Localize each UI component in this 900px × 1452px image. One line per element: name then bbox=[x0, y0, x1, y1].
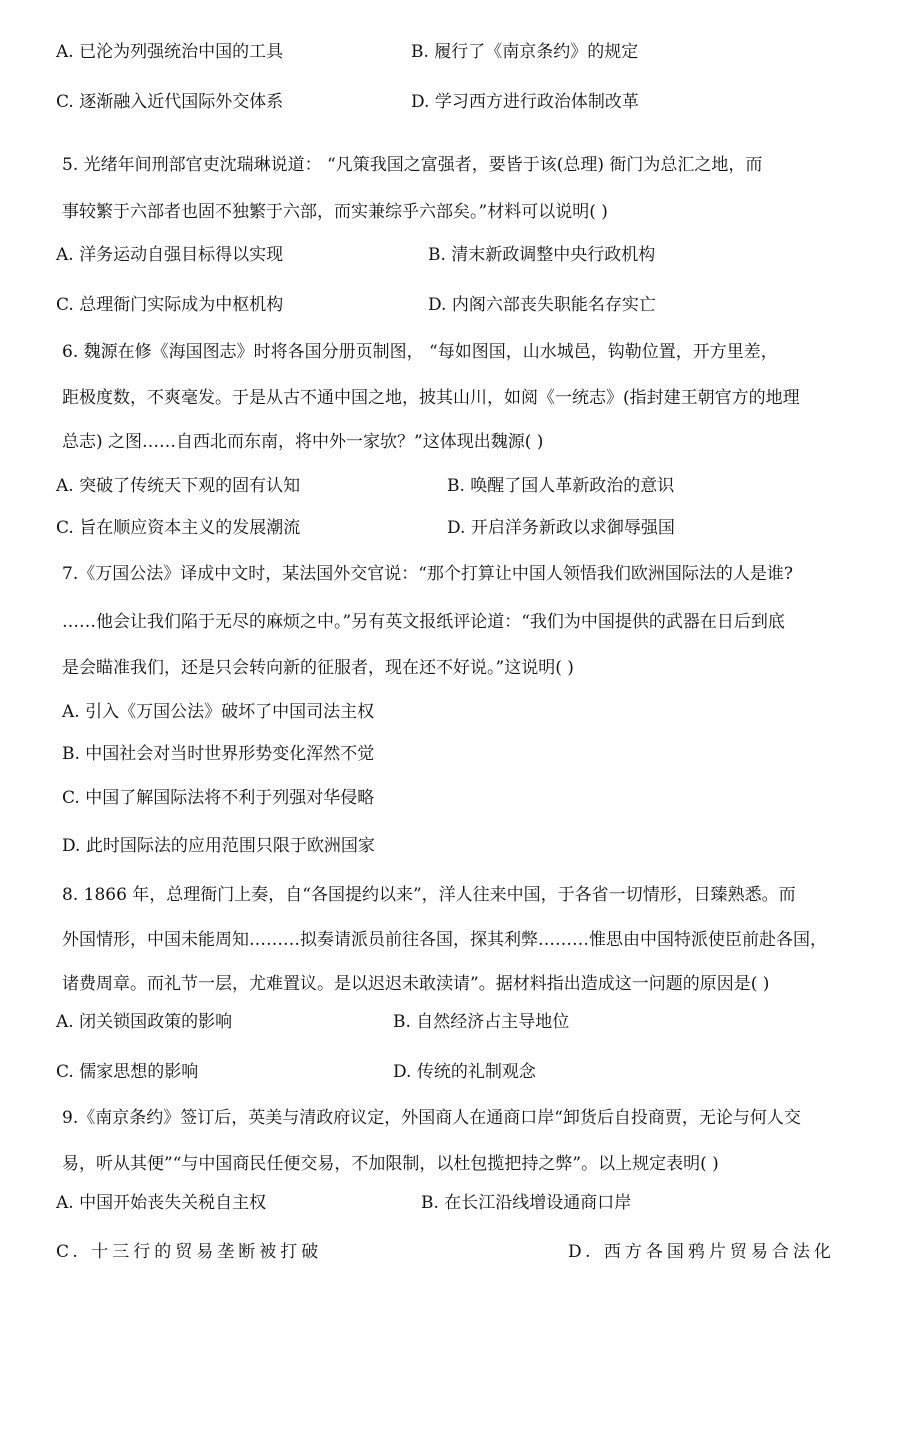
q4-option-c: C. 逐渐融入近代国际外交体系 bbox=[56, 92, 284, 112]
q5-option-b: B. 清末新政调整中央行政机构 bbox=[428, 245, 656, 265]
q5-option-a: A. 洋务运动自强目标得以实现 bbox=[56, 245, 284, 265]
q7-option-a: A. 引入《万国公法》破坏了中国司法主权 bbox=[62, 702, 375, 722]
q8-option-a: A. 闭关锁国政策的影响 bbox=[56, 1012, 233, 1032]
q6-option-d: D. 开启洋务新政以求御辱强国 bbox=[447, 518, 675, 538]
q9-stem-line-2: 易，听从其便”“与中国商民任便交易，不加限制，以杜包揽把持之弊”。以上规定表明( ) bbox=[62, 1154, 719, 1174]
q6-stem-line-1: 6. 魏源在修《海国图志》时将各国分册页制图， “每如图国，山水城邑，钩勒位置，开方里差， bbox=[62, 342, 778, 362]
q7-option-d: D. 此时国际法的应用范围只限于欧洲国家 bbox=[62, 836, 375, 856]
q7-stem-line-2: ……他会让我们陷于无尽的麻烦之中。”另有英文报纸评论道：“我们为中国提供的武器在日后到底 bbox=[62, 612, 785, 632]
q9-option-b: B. 在长江沿线增设通商口岸 bbox=[421, 1193, 632, 1213]
q5-stem-line-1: 5. 光绪年间刑部官吏沈瑞琳说道： “凡策我国之富强者，要皆于该(总理) 衙门为总汇之地，而 bbox=[62, 155, 763, 175]
q5-stem-line-2: 事较繁于六部者也固不独繁于六部，而实兼综乎六部矣。”材料可以说明( ) bbox=[62, 202, 608, 222]
q9-option-c: C. 十三行的贸易垄断被打破 bbox=[56, 1242, 323, 1262]
q8-stem-line-2: 外国情形，中国未能周知………拟奏请派员前往各国，探其利弊………惟思由中国特派使臣前赴各国， bbox=[62, 930, 827, 950]
q8-stem-line-3: 诸费周章。而礼节一层，尤难置议。是以迟迟未敢渎请”。据材料指出造成这一问题的原因是( ) bbox=[62, 974, 770, 994]
q4-option-a: A. 已沦为列强统治中国的工具 bbox=[56, 42, 284, 62]
q5-option-c: C. 总理衙门实际成为中枢机构 bbox=[56, 295, 284, 315]
q9-stem-line-1: 9.《南京条约》签订后，英美与清政府议定，外国商人在通商口岸“卸货后自投商贾，无论与何人交 bbox=[62, 1108, 801, 1128]
q8-option-d: D. 传统的礼制观念 bbox=[393, 1062, 536, 1082]
q7-stem-line-3: 是会瞄准我们，还是只会转向新的征服者，现在还不好说。”这说明( ) bbox=[62, 658, 574, 678]
q4-option-d: D. 学习西方进行政治体制改革 bbox=[411, 92, 639, 112]
q4-option-b: B. 履行了《南京条约》的规定 bbox=[411, 42, 639, 62]
q8-option-b: B. 自然经济占主导地位 bbox=[393, 1012, 570, 1032]
q7-stem-line-1: 7.《万国公法》译成中文时，某法国外交官说：“那个打算让中国人领悟我们欧洲国际法的人是谁? bbox=[62, 564, 794, 584]
q6-option-c: C. 旨在顺应资本主义的发展潮流 bbox=[56, 518, 301, 538]
q5-option-d: D. 内阁六部丧失职能名存实亡 bbox=[428, 295, 656, 315]
q9-option-a: A. 中国开始丧失关税自主权 bbox=[56, 1193, 267, 1213]
q7-option-b: B. 中国社会对当时世界形势变化浑然不觉 bbox=[62, 744, 375, 764]
q6-stem-line-3: 总志) 之图……自西北而东南，将中外一家欤？”这体现出魏源( ) bbox=[62, 432, 544, 452]
q9-option-d: D. 西方各国鸦片贸易合法化 bbox=[568, 1242, 835, 1262]
q6-option-b: B. 唤醒了国人革新政治的意识 bbox=[447, 476, 675, 496]
q6-stem-line-2: 距极度数，不爽毫发。于是从古不通中国之地，披其山川，如阅《一统志》(指封建王朝官方的地理 bbox=[62, 388, 800, 408]
q8-stem-line-1: 8. 1866 年，总理衙门上奏，自“各国提约以来”，洋人往来中国，于各省一切情形，日臻熟悉。而 bbox=[62, 885, 796, 905]
q8-option-c: C. 儒家思想的影响 bbox=[56, 1062, 199, 1082]
q7-option-c: C. 中国了解国际法将不利于列强对华侵略 bbox=[62, 788, 375, 808]
q6-option-a: A. 突破了传统天下观的固有认知 bbox=[56, 476, 301, 496]
